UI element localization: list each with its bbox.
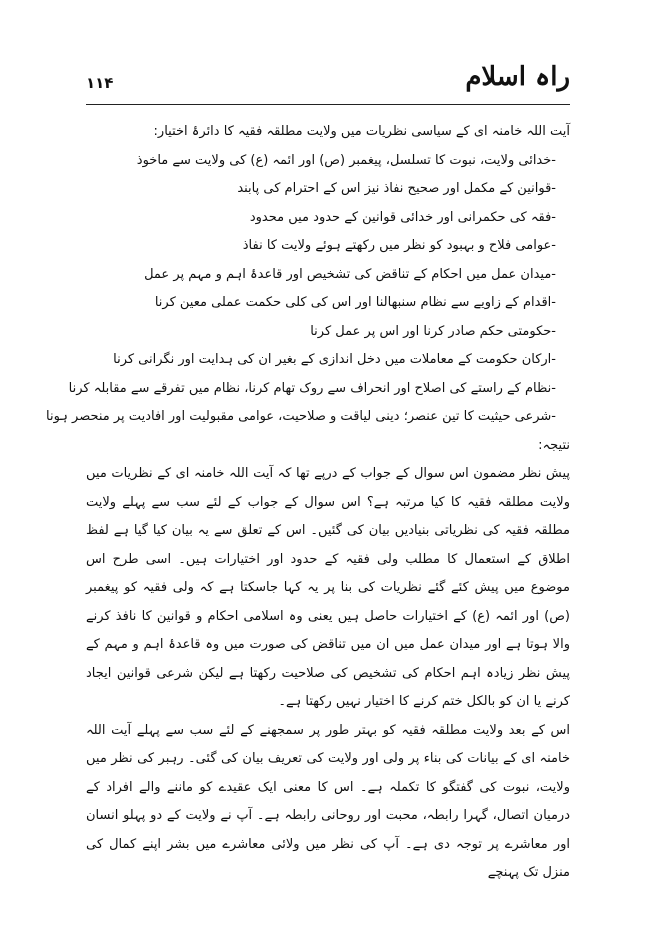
list-item: - شرعی حیثیت کا تین عنصر؛ دینی لیاقت و صلاحیت، عوامی مقبولیت اور افادیت پر منحصر ہونا bbox=[86, 403, 570, 432]
list-item: - خدائی ولایت، نبوت کا تسلسل، پیغمبر (ص) اور ائمہ (ع) کی ولایت سے ماخوذ bbox=[86, 147, 570, 176]
page-header bbox=[86, 62, 570, 106]
page-number: ۱۱۴ bbox=[86, 74, 114, 92]
authority-list bbox=[45, 147, 570, 432]
conclusion-label: نتیجہ: bbox=[538, 437, 570, 453]
list-item: - ارکان حکومت کے معاملات میں دخل اندازی کے بغیر ان کی ہدایت اور نگرانی کرنا bbox=[86, 346, 570, 375]
journal-title: راہ اسلام bbox=[465, 62, 570, 92]
list-item: - نظام کے راستے کی اصلاح اور انحراف سے روک تھام کرنا، نظام میں تفرقے سے مقابلہ کرنا bbox=[86, 375, 570, 404]
section-heading: آیت اللہ خامنہ ای کے سیاسی نظریات میں ولایت مطلقہ فقیہ کا دائرۂ اختیار: bbox=[153, 124, 570, 139]
conclusion-paragraph-2: اس کے بعد ولایت مطلقہ فقیہ کو بہتر طور پر سمجھنے کے لئے سب سے پہلے آیت اللہ خامنہ ای کے بیانات کی بناء پر ولی اور ولایت کی تعریف بیان کی گئی۔ رہبر کی نظر میں ولایت، نبوت کی گفتگو کا تکملہ ہے۔ اس کا معنی ایک عقیدے کو ماننے والے افراد کے درمیان اتصال، گہرا رابطہ، محبت اور روحانی رابطہ ہے۔ آپ نے ولایت کے دو پہلو انسان اور معاشرے پر توجہ دی ہے۔ آپ کی نظر میں ولائی معاشرے میں بشر اپنے کمال کی منزل تک پہنچے bbox=[86, 722, 570, 880]
page-content bbox=[45, 118, 570, 888]
header-divider bbox=[86, 104, 570, 105]
list-item: - فقہ کی حکمرانی اور خدائی قوانین کے حدود میں محدود bbox=[86, 204, 570, 233]
list-item: - حکومتی حکم صادر کرنا اور اس پر عمل کرنا bbox=[86, 318, 570, 347]
list-item: - اقدام کے زاویے سے نظام سنبھالنا اور اس کی کلی حکمت عملی معین کرنا bbox=[86, 289, 570, 318]
list-item: - عوامی فلاح و بہبود کو نظر میں رکھتے ہوئے ولایت کا نفاذ bbox=[86, 232, 570, 261]
conclusion-paragraph-1: پیش نظر مضمون اس سوال کے جواب کے درپے تھا کہ آیت اللہ خامنہ ای کے نظریات میں ولایت مطلقہ فقیہ کا کیا مرتبہ ہے؟ اس سوال کے جواب کے لئے سب سے پہلے ولایت مطلقہ فقیہ کی نظریاتی بنیادیں بیان کی گئیں۔ اس کے تعلق سے یہ بیان کیا گیا ہے لفظ اطلاق کے استعمال کا مطلب ولی فقیہ کے حدود اور اختیارات ہیں۔ اسی طرح اس موضوع میں پیش کئے گئے نظریات کی بنا پر یہ کہا جاسکتا ہے کہ ولی فقیہ کو پیغمبر (ص) اور ائمہ (ع) کے اختیارات حاصل ہیں یعنی وہ اسلامی احکام و قوانین کا نافذ کرنے والا ہوتا ہے اور میدان عمل میں ان میں تناقض کی صورت میں وہ قاعدۂ اہم و مہم کے پیش نظر زیادہ اہم احکام کی تشخیص کی صلاحیت رکھتا ہے لیکن شرعی قوانین ایجاد کرنے یا ان کو بالکل ختم کرنے کا اختیار نہیں رکھتا ہے۔ bbox=[86, 466, 570, 709]
list-item: - قوانین کے مکمل اور صحیح نفاذ نیز اس کے احترام کی پابند bbox=[86, 175, 570, 204]
list-item: - میدان عمل میں احکام کے تناقض کی تشخیص اور قاعدۂ اہم و مہم پر عمل bbox=[86, 261, 570, 290]
